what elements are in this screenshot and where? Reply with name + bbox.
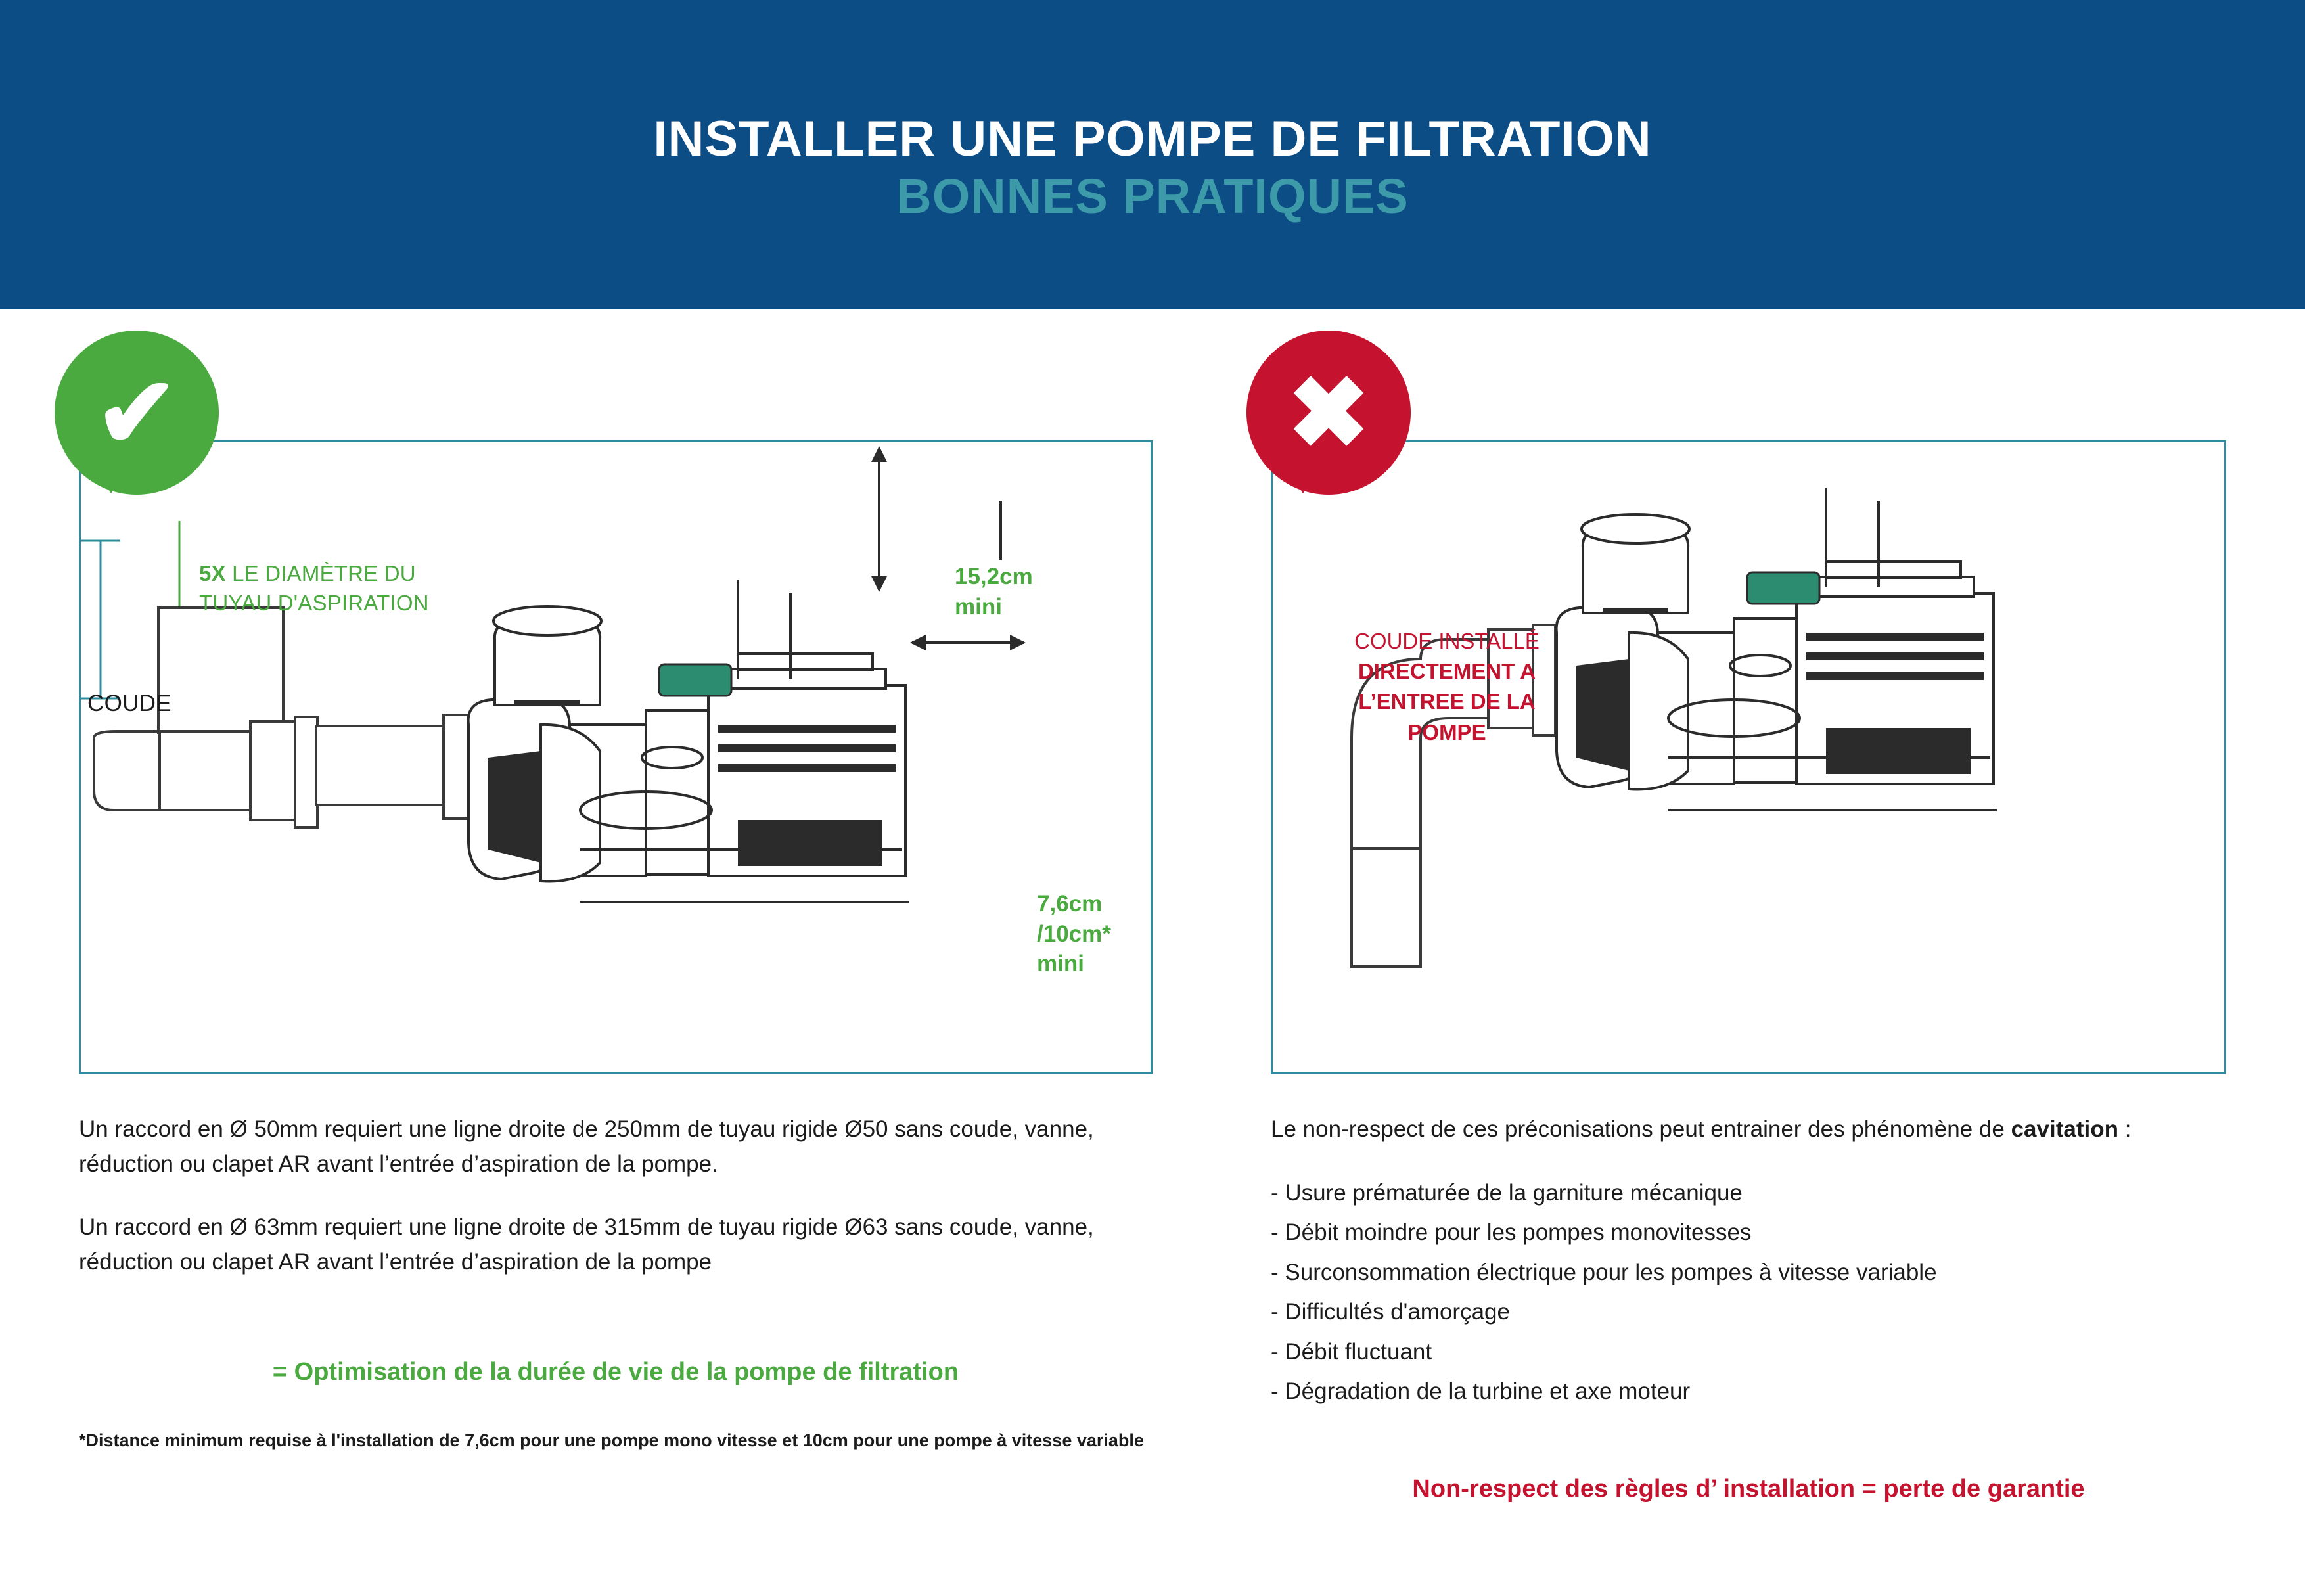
- horizontal-clearance-label: [1037, 889, 1111, 979]
- list-item: - Difficultés d'amorçage: [1271, 1299, 1510, 1325]
- page-header: [0, 0, 2305, 309]
- elbow-at-inlet-label: [1309, 626, 1585, 748]
- footnote: *Distance minimum requise à l'installation de 7,6cm pour une pompe mono vitesse et 10cm pour une pompe à vitesse variable: [79, 1430, 1144, 1450]
- good-conclusion: = Optimisation de la durée de vie de la pompe de filtration: [272, 1358, 959, 1386]
- bad-intro-bold: cavitation: [2011, 1116, 2118, 1142]
- cross-glyph: ✖: [1287, 357, 1370, 468]
- dim-vertical-value: 15,2cm: [955, 564, 1033, 589]
- vertical-clearance-label: [955, 562, 1033, 622]
- page-subtitle: BONNES PRATIQUES: [896, 169, 1409, 224]
- list-item: - Dégradation de la turbine et axe moteur: [1271, 1379, 1691, 1404]
- content-columns: [0, 309, 2305, 1503]
- elbow-label-line4: POMPE: [1407, 719, 1486, 744]
- elbow-label: COUDE: [87, 691, 171, 716]
- bad-practice-text: [1271, 1112, 2226, 1409]
- bad-practice-diagram-panel: [1271, 357, 2226, 1074]
- elbow-label-line1: COUDE INSTALLÉ: [1354, 629, 1540, 653]
- suction-pipe-diameter-label: [199, 559, 429, 618]
- good-practice-text: [79, 1112, 1152, 1279]
- dim-horizontal-alt: /10cm*: [1037, 921, 1111, 947]
- good-paragraph-1: Un raccord en Ø 50mm requiert une ligne droite de 250mm de tuyau rigide Ø50 sans coude, vanne, réduction ou clapet AR avant l’entrée d’aspiration de la pompe.: [79, 1116, 1094, 1177]
- label-5x-rest: LE DIAMÈTRE DU: [225, 561, 416, 585]
- cavitation-effects-list: [1271, 1176, 2226, 1409]
- label-5x-line2: TUYAU D'ASPIRATION: [199, 590, 429, 615]
- elbow-label-line3: L’ENTREE DE LA: [1358, 689, 1536, 714]
- bad-practice-column: [1152, 309, 2226, 1503]
- good-practice-column: [79, 309, 1152, 1503]
- list-item: - Débit fluctuant: [1271, 1338, 1432, 1365]
- bad-intro: [1271, 1112, 2226, 1147]
- bad-intro-part2: :: [2118, 1116, 2132, 1142]
- bad-conclusion: Non-respect des règles d’ installation = perte de garantie: [1412, 1474, 2085, 1503]
- good-paragraph-2: Un raccord en Ø 63mm requiert une ligne droite de 315mm de tuyau rigide Ø63 sans coude, vanne, réduction ou clapet AR avant l’entrée d’aspiration de la pompe: [79, 1214, 1094, 1275]
- page-title: INSTALLER UNE POMPE DE FILTRATION: [653, 111, 1652, 167]
- cross-icon: [1246, 331, 1424, 495]
- good-practice-diagram-panel: [79, 357, 1152, 1074]
- list-item: - Débit moindre pour les pompes monovitesses: [1271, 1220, 1752, 1245]
- dim-horizontal-value: 7,6cm: [1037, 891, 1103, 917]
- label-5x-strong: 5X: [199, 561, 226, 585]
- pump-installation-good-drawing: [81, 442, 1106, 1073]
- list-item: - Usure prématurée de la garniture mécanique: [1271, 1179, 1743, 1206]
- bad-intro-part1: Le non-respect de ces préconisations peut entrainer des phénomène de: [1271, 1116, 2011, 1142]
- pump-installation-bad-drawing: [1273, 442, 2265, 1073]
- list-item: - Surconsommation électrique pour les pompes à vitesse variable: [1271, 1259, 1937, 1285]
- check-icon: [55, 331, 232, 495]
- dim-horizontal-unit: mini: [1037, 951, 1084, 976]
- check-glyph: ✔: [95, 357, 178, 468]
- dim-vertical-unit: mini: [955, 593, 1002, 620]
- elbow-label-line2: DIRECTEMENT A: [1358, 659, 1536, 684]
